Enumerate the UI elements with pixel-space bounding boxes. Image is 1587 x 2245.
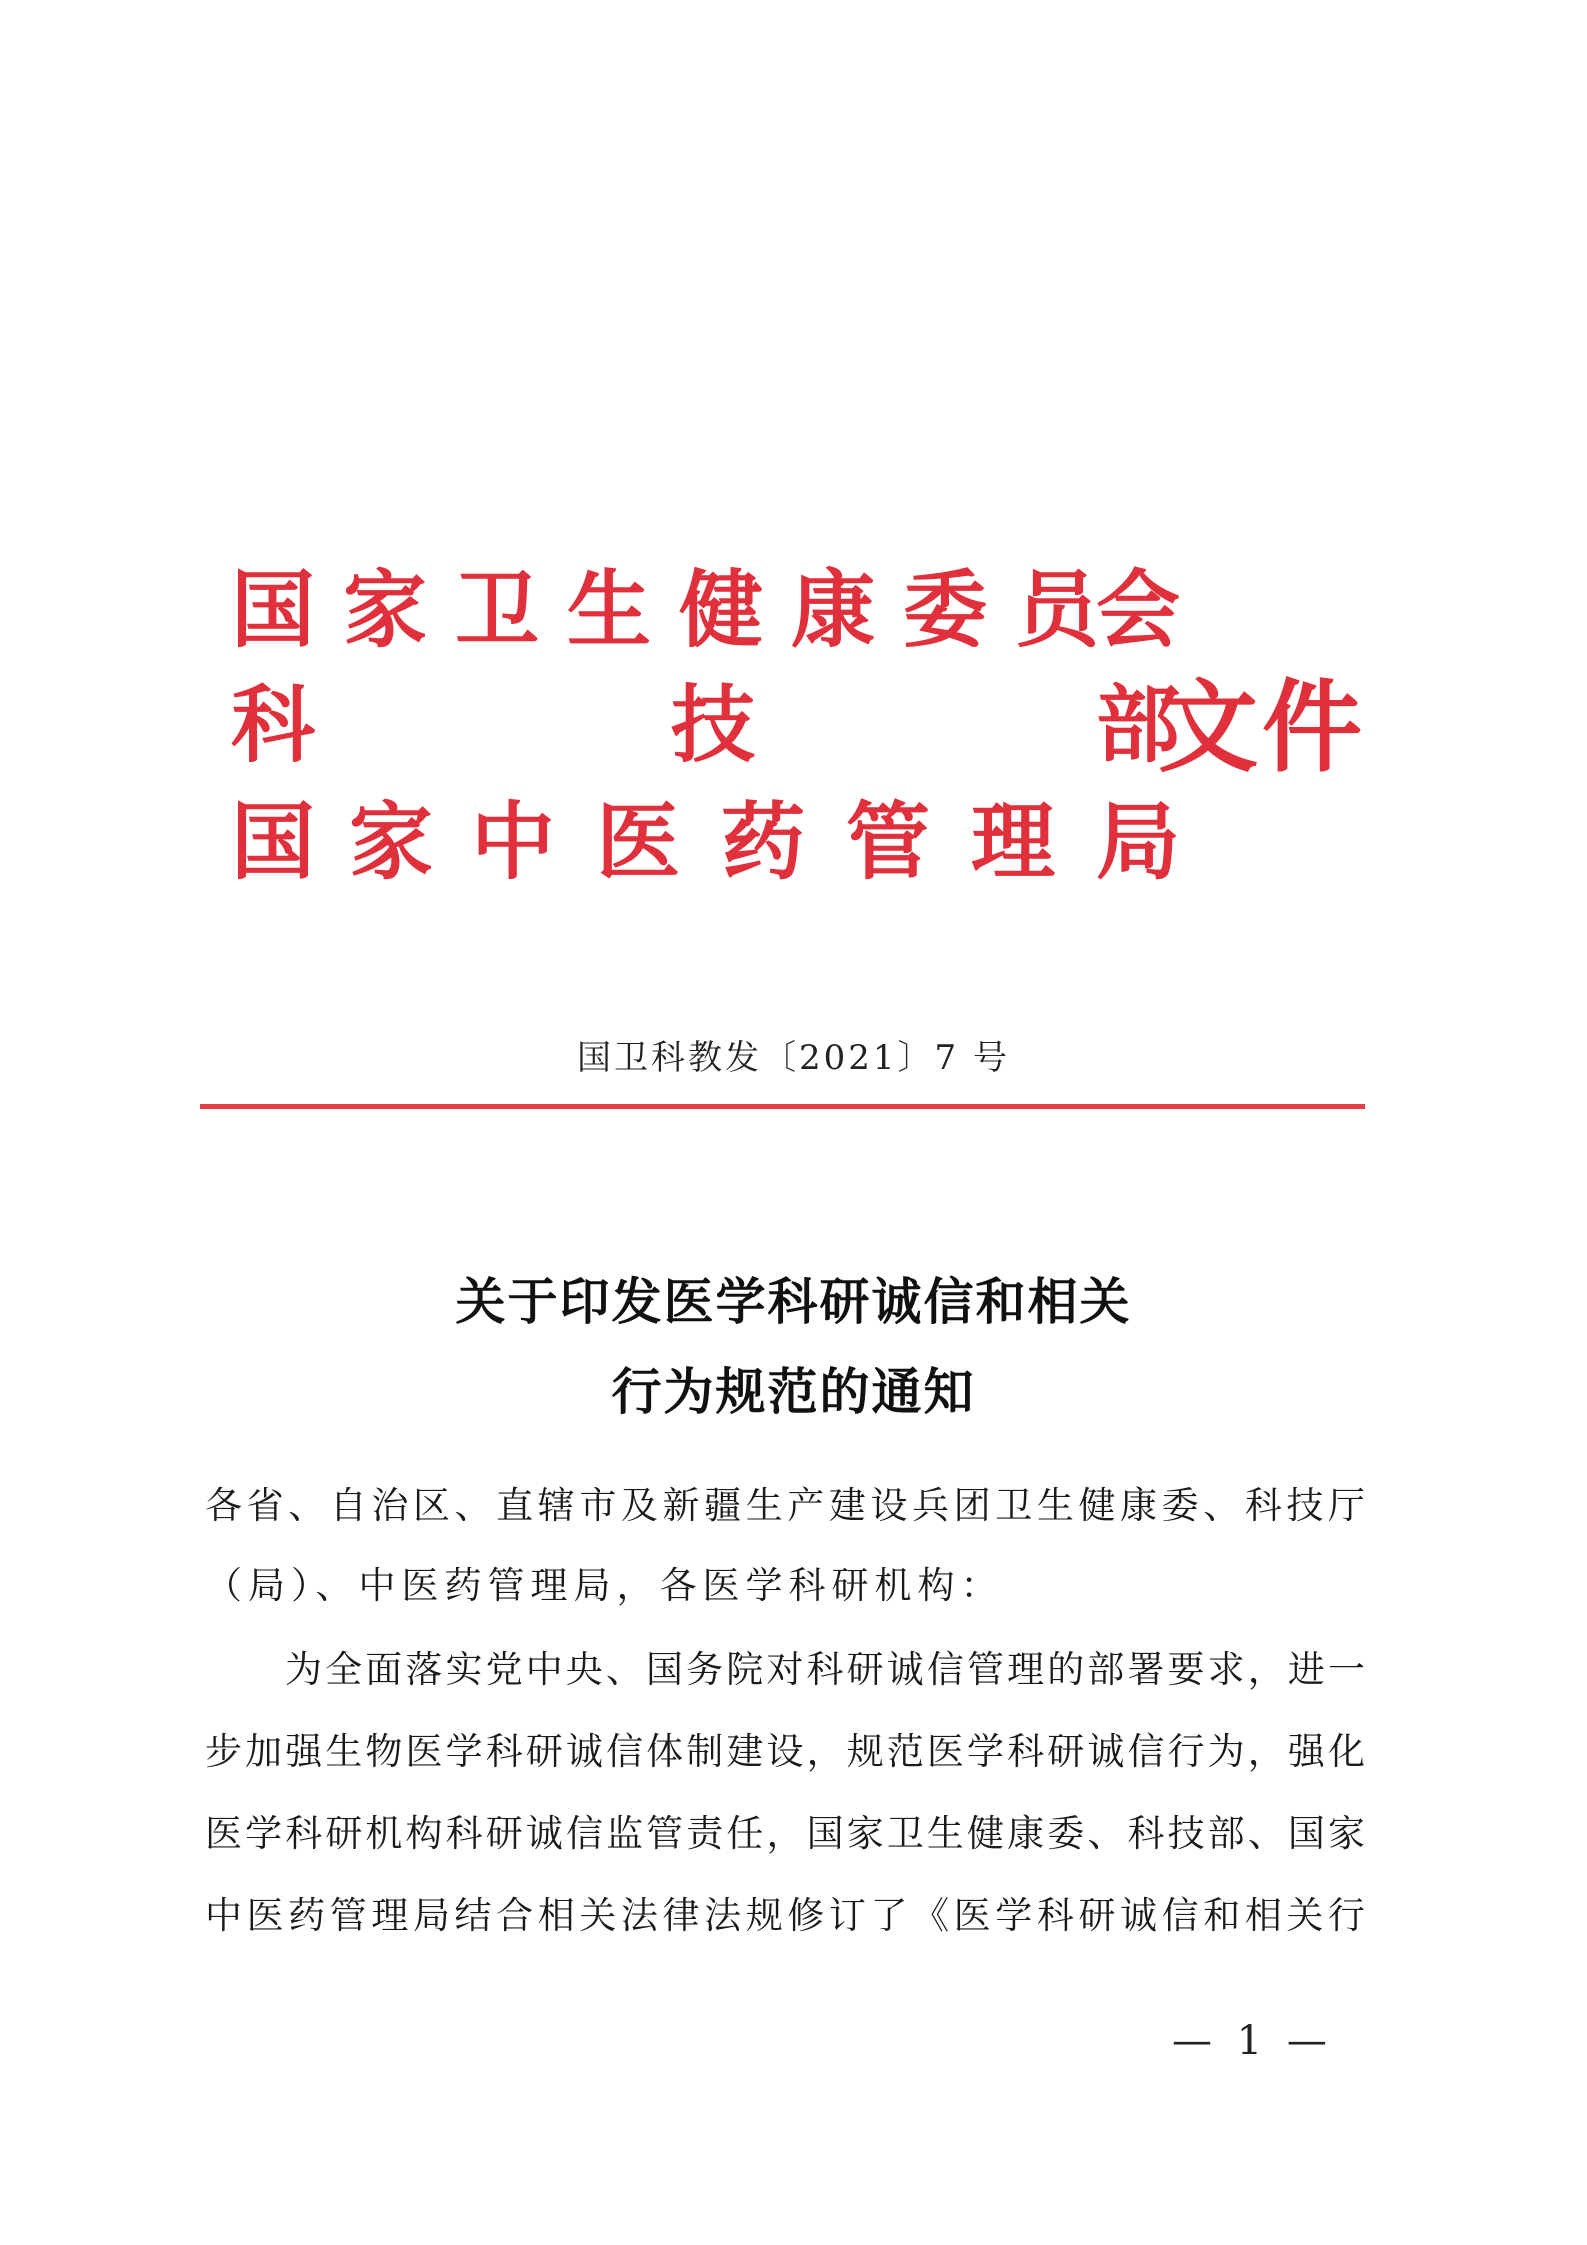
issuer-char: 理: [970, 792, 1055, 891]
document-title-line-2: 行为规范的通知: [611, 1362, 976, 1421]
issuer-char: 康: [790, 560, 875, 659]
body-paragraph-line-1: 为全面落实党中央、国务院对科研诚信管理的部署要求，进一: [285, 1648, 1365, 1691]
red-divider-line: [200, 1104, 1365, 1109]
issuer-char: 技: [670, 675, 755, 774]
issuer-char: 委: [902, 560, 987, 659]
issuing-authorities-header: [228, 555, 1378, 915]
issuer-national-tcm-administration: [228, 787, 1180, 897]
document-number: 国卫科教发〔2021〕7 号: [577, 1038, 1010, 1078]
issuer-char: 健: [678, 560, 763, 659]
issuer-char: 生: [566, 560, 651, 659]
addressee-line-1: 各省、自治区、直辖市及新疆生产建设兵团卫生健康委、科技厅: [205, 1484, 1365, 1527]
body-paragraph-line-2: 步加强生物医学科研诚信体制建设，规范医学科研诚信行为，强化: [205, 1730, 1365, 1773]
issuer-char: 中: [470, 792, 555, 891]
issuer-char: 科: [230, 675, 315, 774]
issuer-char: 药: [720, 792, 805, 891]
issuer-char: 员: [1014, 560, 1099, 659]
issuer-char: 管: [845, 792, 930, 891]
body-paragraph-line-4: 中医药管理局结合相关法律法规修订了《医学科研诚信和相关行: [205, 1894, 1365, 1937]
addressee-line-2: （局）、中医药管理局，各医学科研机构：: [205, 1564, 1004, 1607]
document-type-label: 文件: [1158, 668, 1366, 786]
issuer-char: 局: [1095, 792, 1180, 891]
issuer-char: 国: [230, 792, 315, 891]
issuer-char: 国: [230, 560, 315, 659]
issuer-char: 卫: [454, 560, 539, 659]
issuer-char: 家: [342, 560, 427, 659]
issuer-char: 医: [595, 792, 680, 891]
document-title-line-1: 关于印发医学科研诚信和相关: [455, 1272, 1132, 1331]
issuer-ministry-of-science-and-technology: [228, 670, 1180, 780]
issuer-char: 部: [1095, 675, 1180, 774]
page-number: — 1 —: [1172, 2018, 1333, 2064]
issuer-char: 会: [1095, 560, 1180, 659]
issuer-national-health-commission: [228, 555, 1180, 665]
body-paragraph-line-3: 医学科研机构科研诚信监管责任，国家卫生健康委、科技部、国家: [205, 1812, 1365, 1855]
issuer-char: 家: [348, 792, 433, 891]
